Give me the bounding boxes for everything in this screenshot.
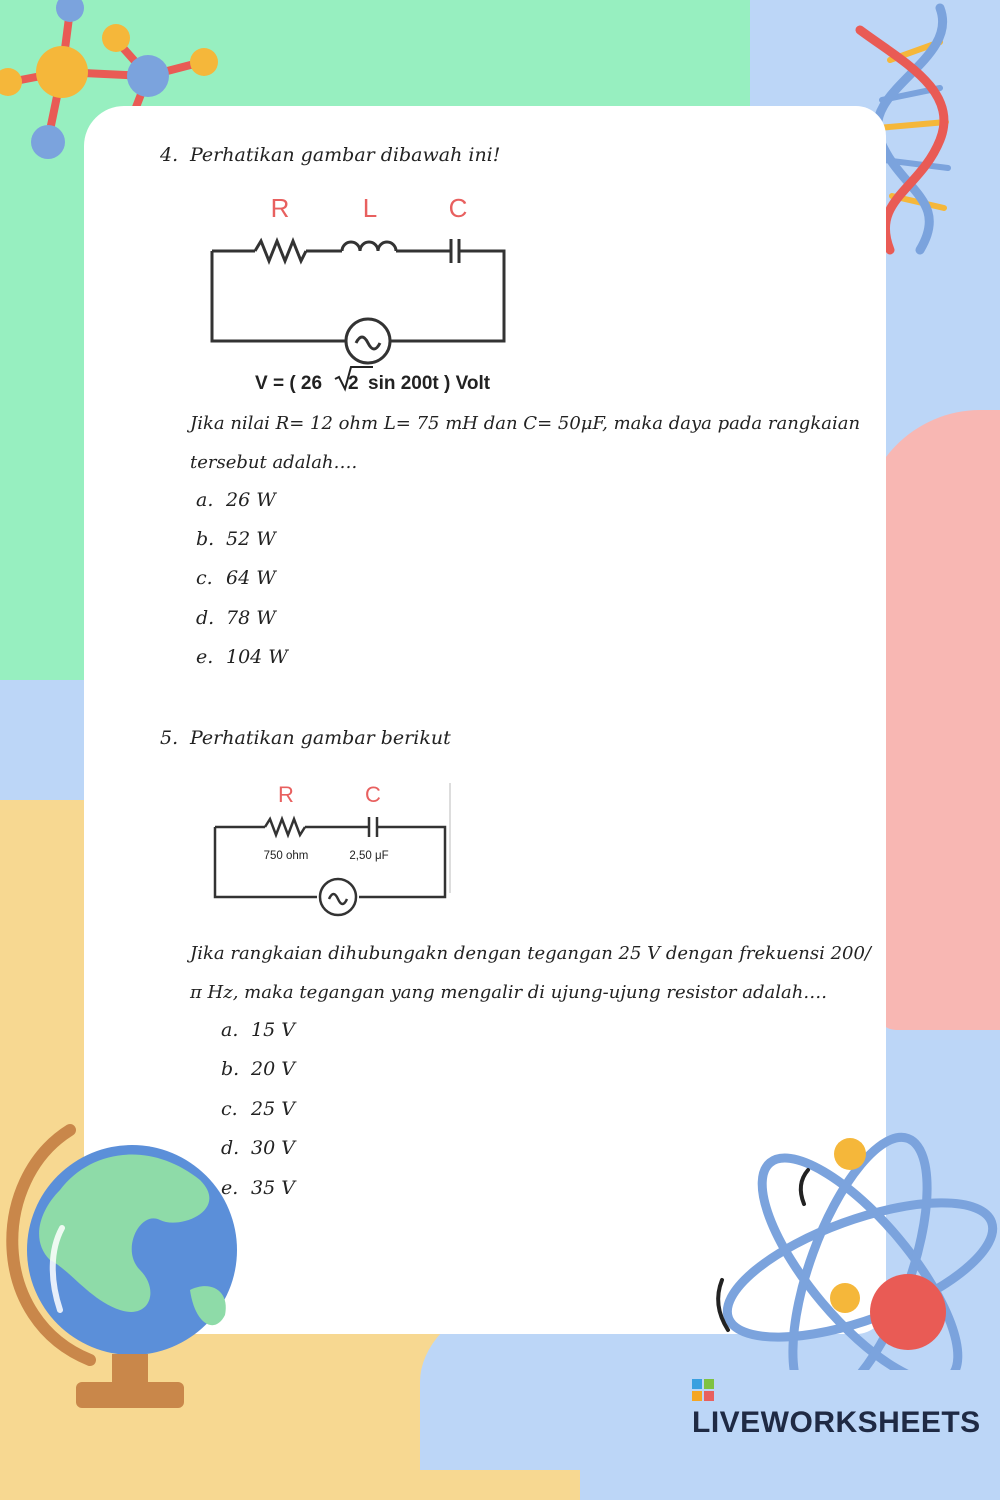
resistor-value: 750 ohm [263, 850, 309, 862]
question-4-option-c[interactable] [196, 567, 276, 589]
option-letter: d. [196, 607, 215, 629]
question-5-option-b[interactable] [221, 1058, 295, 1080]
question-5-title-text: Perhatikan gambar berikut [190, 727, 451, 749]
option-text: 35 V [251, 1177, 295, 1199]
option-letter: a. [196, 489, 214, 511]
label-r: R [270, 193, 290, 223]
rlc-circuit-diagram [200, 185, 530, 395]
liveworksheets-logo-icon [692, 1379, 714, 1401]
question-4-title-text: Perhatikan gambar dibawah ini! [190, 144, 501, 166]
wire-bottom-right [391, 251, 504, 341]
question-4-option-e[interactable] [196, 646, 288, 668]
option-text: 15 V [251, 1019, 295, 1041]
option-text: 104 W [226, 646, 288, 668]
capacitor-value: 2,50 μF [349, 850, 389, 862]
wire-top-left [212, 251, 345, 341]
globe-icon [0, 1120, 250, 1414]
question-4-option-b[interactable] [196, 528, 276, 550]
question-5-title [160, 727, 451, 749]
option-letter: e. [196, 646, 214, 668]
voltage-formula-root: 2 [348, 373, 359, 394]
atom-icon [700, 1120, 1000, 1370]
option-letter: b. [196, 528, 215, 550]
option-text: 26 W [226, 489, 276, 511]
rc-circuit-diagram [205, 775, 460, 925]
question-4-text: Jika nilai R= 12 ohm L= 75 mH dan C= 50μF, maka daya pada rangkaian tersebut adalah…. [190, 413, 861, 473]
question-5-number: 5. [160, 727, 179, 749]
liveworksheets-brand[interactable] [692, 1372, 1000, 1440]
label-c: C [365, 782, 381, 807]
option-letter: c. [196, 567, 213, 589]
label-r: R [278, 782, 294, 807]
option-text: 20 V [251, 1058, 295, 1080]
question-4-number: 4. [160, 144, 179, 166]
option-text: 78 W [226, 607, 276, 629]
voltage-formula-right: sin 200t ) Volt [368, 373, 491, 394]
question-4-option-d[interactable] [196, 607, 276, 629]
option-text: 25 V [251, 1098, 295, 1120]
option-letter: a. [221, 1019, 239, 1041]
label-l: L [362, 193, 378, 223]
resistor-symbol [255, 241, 306, 261]
inductor-symbol [342, 242, 396, 251]
option-text: 30 V [251, 1137, 295, 1159]
option-text: 64 W [226, 567, 276, 589]
option-letter: e. [221, 1177, 239, 1199]
question-5-option-a[interactable] [221, 1019, 295, 1041]
option-text: 52 W [226, 528, 276, 550]
question-4-option-a[interactable] [196, 489, 276, 511]
brand-text: LIVEWORKSHEETS [692, 1406, 981, 1439]
question-5-text: Jika rangkaian dihubungakn dengan tegangan 25 V dengan frekuensi 200/π Hz, maka tegangan yang mengalir di ujung-ujung resistor adalah…. [190, 943, 871, 1003]
question-5-option-c[interactable] [221, 1098, 295, 1120]
label-c: C [448, 193, 468, 223]
resistor-symbol [265, 819, 305, 835]
option-letter: c. [221, 1098, 238, 1120]
question-4-title [160, 144, 500, 166]
option-letter: b. [221, 1058, 240, 1080]
question-5-option-e[interactable] [221, 1177, 295, 1199]
voltage-formula-left: V = ( 26 [255, 373, 323, 394]
option-letter: d. [221, 1137, 240, 1159]
